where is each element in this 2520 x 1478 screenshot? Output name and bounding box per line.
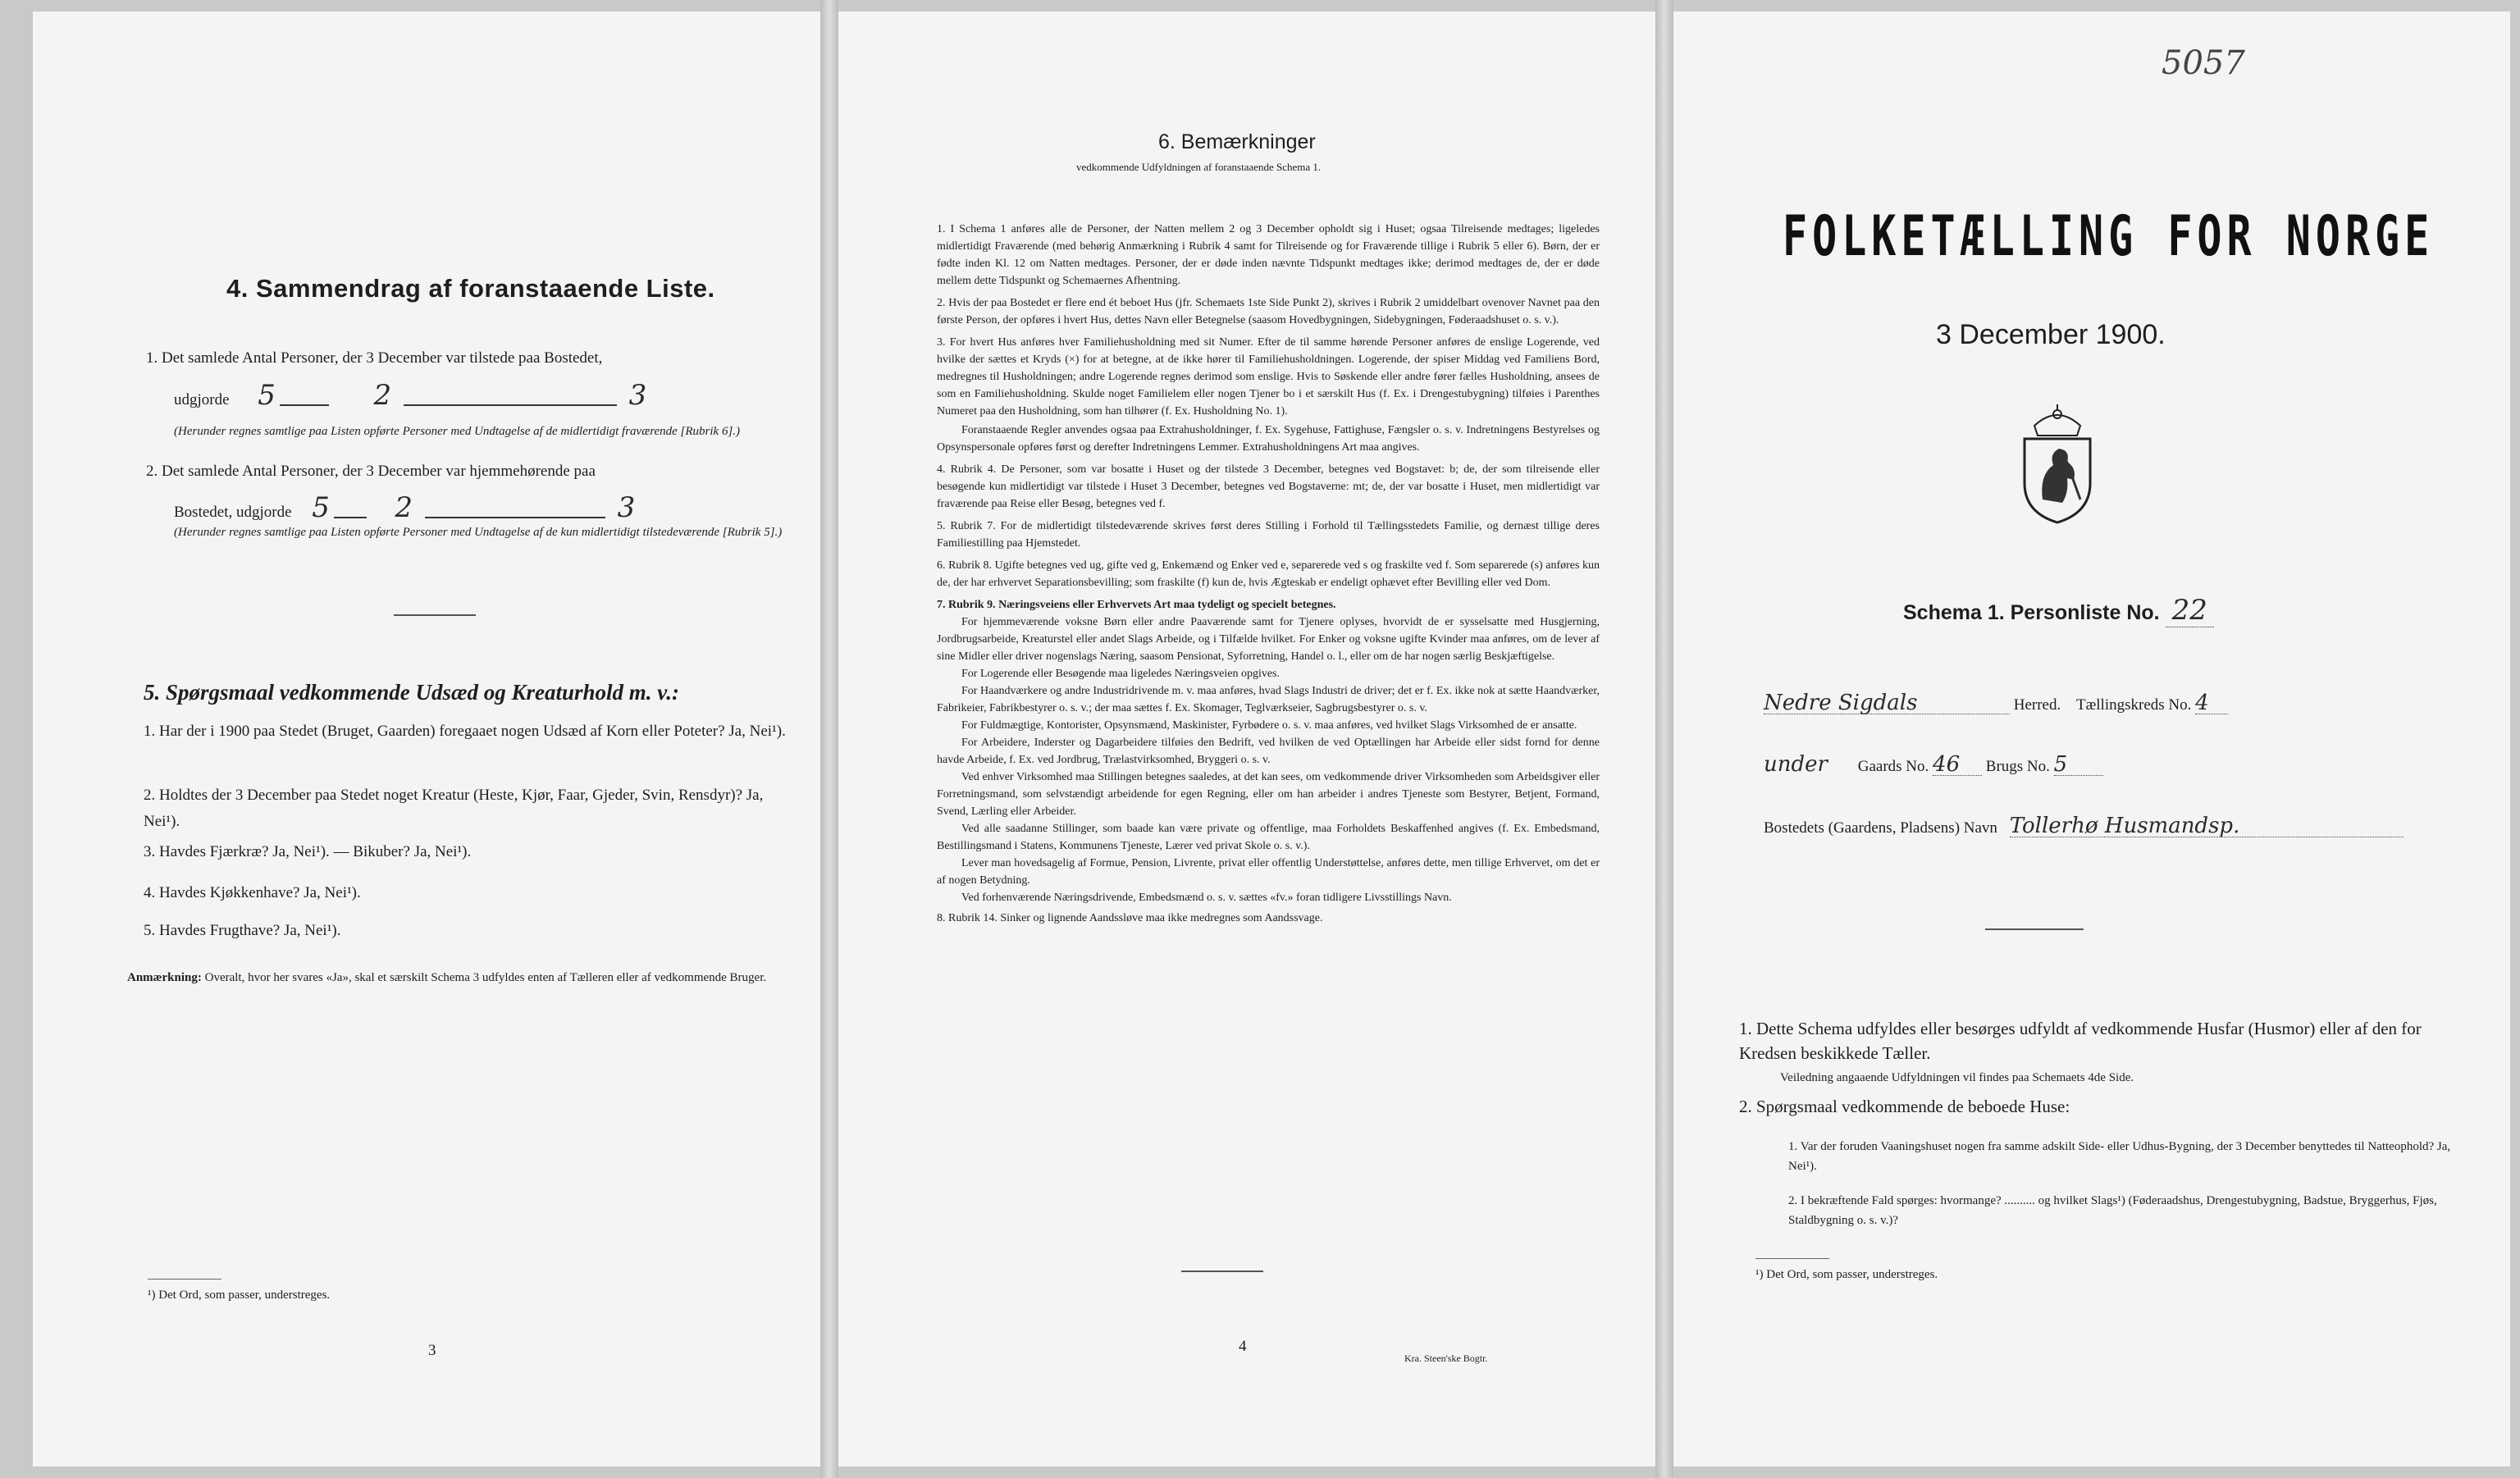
- remark-item: Ved enhver Virksomhed maa Stillingen betegnes saaledes, at det kan sees, om vedkommende driver Virksomheden som Arbeidsgiver eller Forretningsmand, som selvstændigt arbeidende for egen Regning, eller om han arbeider i andres Tjeneste som Bestyrer, Betjent, Formand, Svend, Lærling eller Arbeider.: [937, 771, 1600, 818]
- remark-item: For hjemmeværende voksne Børn eller andre Paaværende samt for Tjenere oplyses, hvorvidt de er sysselsatte med Husgjerning, Jordbrugsarbeide, Kreaturstel eller andet Slags Arbeide, og i Tilfælde hvilket. For Enker og voksne ugifte Kvinder maa anføres, om de lever af sine Midler eller driver nogenslags Næring, saasom Pensionat, Syforretning, Handel o. l., eller om de har nogen særlig Beskjæftigelse.: [937, 616, 1600, 663]
- q1-value-b: 2: [373, 379, 392, 412]
- s5-q2: 2. Holdtes der 3 December paa Stedet noget Kreatur (Heste, Kjør, Faar, Gjeder, Svin, Rensdyr)? Ja, Nei¹).: [144, 787, 764, 830]
- gaards-value: 46: [1933, 754, 1982, 776]
- remark-item: For Fuldmægtige, Kontorister, Opsynsmænd, Maskinister, Fyrbødere o. s. v. maa anføres, ved hvilket Slags Virksomhed de er ansatte.: [961, 719, 1577, 732]
- annotation-label: Anmærkning:: [127, 971, 202, 984]
- q1-value-c: 3: [628, 379, 647, 412]
- remark-item: For Logerende eller Besøgende maa ligeledes Næringsveien opgives.: [961, 668, 1280, 680]
- instruction-2-q1: 1. Var der foruden Vaaningshuset nogen fra samme adskilt Side- eller Udhus-Bygning, der 3 December benyttedes til Natteophold? Ja, Nei¹).: [1788, 1140, 2451, 1173]
- annotation-text: Overalt, hvor her svares «Ja», skal et særskilt Schema 3 udfyldes enten af Tælleren eller af vedkommende Bruger.: [204, 971, 767, 984]
- q1-note: (Herunder regnes samtlige paa Listen opførte Personer med Undtagelse af de midlertidigt fraværende [Rubrik 6].): [174, 425, 741, 438]
- brugs-value: 5: [2054, 754, 2103, 776]
- divider-left-1: [394, 614, 476, 616]
- remarks-list: [937, 221, 1600, 927]
- remark-item: 4. Rubrik 4. De Personer, som var bosatte i Huset og der tilstede 3 December, betegnes ved Bogstavet: b; de, der som tilreisende eller besøgende kun midlertidigt var tilstede i Huset 3 December, betegnes ved Bogstaverne: mt; de, der var bosatte i Huset, men midlertidigt var fraværende paa Reise eller Besøg, betegnes ved f.: [937, 463, 1600, 510]
- gaards-label: Gaards No.: [1857, 758, 1929, 775]
- page-right: [1673, 11, 2510, 1467]
- herred-value: Nedre Sigdals: [1764, 692, 2010, 714]
- q1-text: 1. Det samlede Antal Personer, der 3 December var tilstede paa Bostedet,: [146, 349, 603, 367]
- instruction-1: 1. Dette Schema udfyldes eller besørges udfyldt af vedkommende Husfar (Husmor) eller af den for Kredsen beskikkede Tæller.: [1739, 1019, 2422, 1063]
- coat-of-arms: [2016, 401, 2098, 528]
- section-4-title: 4. Sammendrag af foranstaaende Liste.: [226, 274, 715, 303]
- page-left: [33, 11, 820, 1467]
- herred-label: Herred.: [2013, 696, 2061, 714]
- annotation: [127, 969, 800, 986]
- remark-item: 1. I Schema 1 anføres alle de Personer, der Natten mellem 2 og 3 December opholdt sig i Huset; ogsaa Tilreisende medtages; ligeledes midlertidigt Fraværende (med behørig Anmærkning i Rubrik 4 samt for Tilreisende og for Fraværende tillige i Rubrik 5 eller 6). Børn, der er fødte inden Kl. 12 om Natten medtages. Personer, der er døde inden nævnte Tidspunkt medtages ikke; derimod medtages de, der er døde mellem dette Tidspunkt og Schemaernes Afhentning.: [937, 223, 1600, 287]
- schema-line: [1903, 594, 2214, 627]
- archive-number: 5057: [2162, 44, 2245, 82]
- remark-item: Ved forhenværende Næringsdrivende, Embedsmænd o. s. v. sættes «fv.» foran tidligere Livsstillings Navn.: [961, 892, 1452, 904]
- remark-item: 7. Rubrik 9. Næringsveiens eller Erhvervets Art maa tydeligt og specielt betegnes.: [937, 599, 1336, 611]
- bosted-value: Tollerhø Husmandsp.: [2010, 815, 2404, 837]
- remark-item: Ved alle saadanne Stillinger, som baade kan være private og offentlige, maa Forholdets Beskaffenhed angives (f. Ex. Embedsmand, Bestillingsmand i Statens, Kommunens Tjeneste, Lærer ved privat Skole o. s. v.).: [937, 823, 1600, 852]
- remark-item: For Arbeidere, Inderster og Dagarbeidere tilføies den Bedrift, ved hvilken de ved Optællingen har Arbeide eller sidst fornd for denne havde Arbeide, f. Ex. ved Jordbrug, Trælastvirksomhed, Bryggeri o. s. v.: [937, 737, 1600, 766]
- q2-dash-1: [334, 509, 367, 518]
- kreds-label: Tællingskreds No.: [2076, 696, 2192, 714]
- divider-right: [1985, 928, 2084, 930]
- remark-item: 2. Hvis der paa Bostedet er flere end ét beboet Hus (jfr. Schemaets 1ste Side Punkt 2), skrives i Rubrik 2 umiddelbart ovenover Navnet paa den første Person, der opføres i hvert Hus, dettes Navn eller Betegnelse (saasom Hovedbygningen, Sidebygningen, Føderaadshuset o. s. v.).: [937, 297, 1600, 326]
- q2-text: 2. Det samlede Antal Personer, der 3 December var hjemmehørende paa: [146, 463, 596, 480]
- brugs-label: Brugs No.: [1985, 758, 2050, 775]
- s5-q4: 4. Havdes Kjøkkenhave? Ja, Nei¹).: [144, 884, 361, 901]
- page-fold-left: [820, 0, 838, 1478]
- remarks-title: 6. Bemærkninger: [1158, 130, 1316, 153]
- census-date: 3 December 1900.: [1936, 319, 2166, 350]
- bosted-label: Bostedets (Gaardens, Pladsens) Navn: [1764, 819, 1997, 837]
- under-label: under: [1764, 752, 1828, 777]
- q2-value-a: 5: [312, 491, 330, 524]
- herred-line: [1764, 692, 2486, 716]
- instruction-2-q2: 2. I bekræftende Fald spørges: hvormange? .......... og hvilket Slags¹) (Føderaadshus, Drengestubygning, Badstue, Bryggerhus, Fjøs, Staldbygning o. s. v.)?: [1788, 1194, 2437, 1227]
- q2-note: (Herunder regnes samtlige paa Listen opførte Personer med Undtagelse af de kun midlertidigt tilstedeværende [Rubrik 5].): [174, 526, 783, 539]
- norway-lion-crest-icon: [2016, 401, 2098, 524]
- s5-q3: 3. Havdes Fjærkræ? Ja, Nei¹). — Bikuber? Ja, Nei¹).: [144, 843, 472, 860]
- footnote-rule-left: [148, 1279, 221, 1280]
- personliste-number: 22: [2166, 594, 2214, 627]
- q1-value-a: 5: [258, 379, 276, 412]
- q2-value-c: 3: [617, 491, 636, 524]
- q1-answer-line: [174, 379, 797, 412]
- remarks-subtitle: vedkommende Udfyldningen af foranstaaende Schema 1.: [1076, 161, 1322, 173]
- page-middle: [838, 11, 1655, 1467]
- remark-item: 3. For hvert Hus anføres hver Familiehusholdning med sit Numer. Efter de til samme hørende Personer anføres de enslige Logerende, ved hvilke der sættes et Kryds (×) for at betegne, at de ikke hører til Familiehusholdningen. Logerende, der spiser Middag ved Familiens Bord, medregnes til Husholdningen; andre Logerende regnes derimod som enslige. Hvis to Søskende eller andre fører fælles Husholdning, ansees de som en Familiehusholdning. Skulde noget Familielem eller nogen Tjener bo i et særskilt Hus (f. Ex. i Drengestubygning) tilføies i Parenthes Numeret paa den Husholdning, som han tilhører (f. Ex. Husholdning No. 1).: [937, 336, 1600, 417]
- section-5-title: 5. Spørgsmaal vedkommende Udsæd og Kreaturhold m. v.:: [144, 680, 680, 705]
- main-title: FOLKETÆLLING FOR NORGE: [1783, 204, 2435, 269]
- q2-prefix: Bostedet, udgjorde: [174, 504, 292, 521]
- remark-item: For Haandværkere og andre Industridrivende m. v. maa anføres, hvad Slags Industri de driver; det er f. Ex. ikke nok at sætte Haandværker, Fabrikeier, Fabrikbestyrer o. s. v.; der maa sættes f. Ex. Skomager, Teglværkseier, Sagbrugsbestyrer o. s. v.: [937, 685, 1600, 714]
- bosted-line: [1764, 815, 2486, 839]
- q2-answer-line: [174, 491, 797, 524]
- remark-item: 5. Rubrik 7. For de midlertidigt tilstedeværende skrives først deres Stilling i Forhold til Tællingsstedets Familie, og dernæst tillige deres Familiestilling paa Hjemstedet.: [937, 520, 1600, 550]
- instruction-1-sub: Veiledning angaaende Udfyldningen vil findes paa Schemaets 4de Side.: [1780, 1071, 2134, 1084]
- page-number-left: 3: [428, 1342, 436, 1359]
- q1-dash-2: [404, 396, 617, 406]
- s5-q5: 5. Havdes Frugthave? Ja, Nei¹).: [144, 922, 341, 939]
- gaard-line: [1764, 754, 2486, 778]
- instruction-2: 2. Spørgsmaal vedkommende de beboede Huse:: [1739, 1097, 2070, 1116]
- page-fold-right: [1655, 0, 1673, 1478]
- footnote-left: ¹) Det Ord, som passer, understreges.: [148, 1289, 331, 1302]
- q2-dash-2: [425, 509, 605, 518]
- q2-value-b: 2: [395, 491, 413, 524]
- page-number-middle: 4: [1239, 1338, 1247, 1355]
- q1-dash-1: [280, 396, 329, 406]
- schema-label: Schema 1. Personliste No.: [1903, 601, 2160, 624]
- remark-item: Foranstaaende Regler anvendes ogsaa paa Extrahusholdninger, f. Ex. Sygehuse, Fattighuse, Fængsler o. s. v. Indretningens Bestyrelses og Opsynspersonale opføres først og derefter Indretningens Lemmer. Extrahusholdningens Art maa angives.: [937, 424, 1600, 454]
- s5-q1: 1. Har der i 1900 paa Stedet (Bruget, Gaarden) foregaaet nogen Udsæd af Korn eller Poteter? Ja, Nei¹).: [144, 723, 786, 740]
- footnote-right: ¹) Det Ord, som passer, understreges.: [1755, 1268, 1938, 1281]
- printer-mark: Kra. Steen'ske Bogtr.: [1404, 1353, 1488, 1364]
- remark-item: 6. Rubrik 8. Ugifte betegnes ved ug, gifte ved g, Enkemænd og Enker ved e, separerede ved s og fraskilte ved f. Som separerede (s) anføres kun de, der har erhvervet Separationsbevilling; som fraskilte (f) kun de, hvis Ægteskab er endeligt ophævet efter Bevilling eller ved Dom.: [937, 559, 1600, 589]
- kreds-value: 4: [2195, 692, 2228, 714]
- divider-middle: [1181, 1270, 1263, 1272]
- footnote-rule-right: [1755, 1258, 1829, 1259]
- remark-item: Lever man hovedsagelig af Formue, Pension, Livrente, privat eller offentlig Understøttelse, anføres dette, men tillige Erhvervet, om det er af nogen Betydning.: [937, 857, 1600, 887]
- q1-prefix: udgjorde: [174, 391, 230, 408]
- remark-item: 8. Rubrik 14. Sinker og lignende Aandssløve maa ikke medregnes som Aandssvage.: [937, 912, 1323, 924]
